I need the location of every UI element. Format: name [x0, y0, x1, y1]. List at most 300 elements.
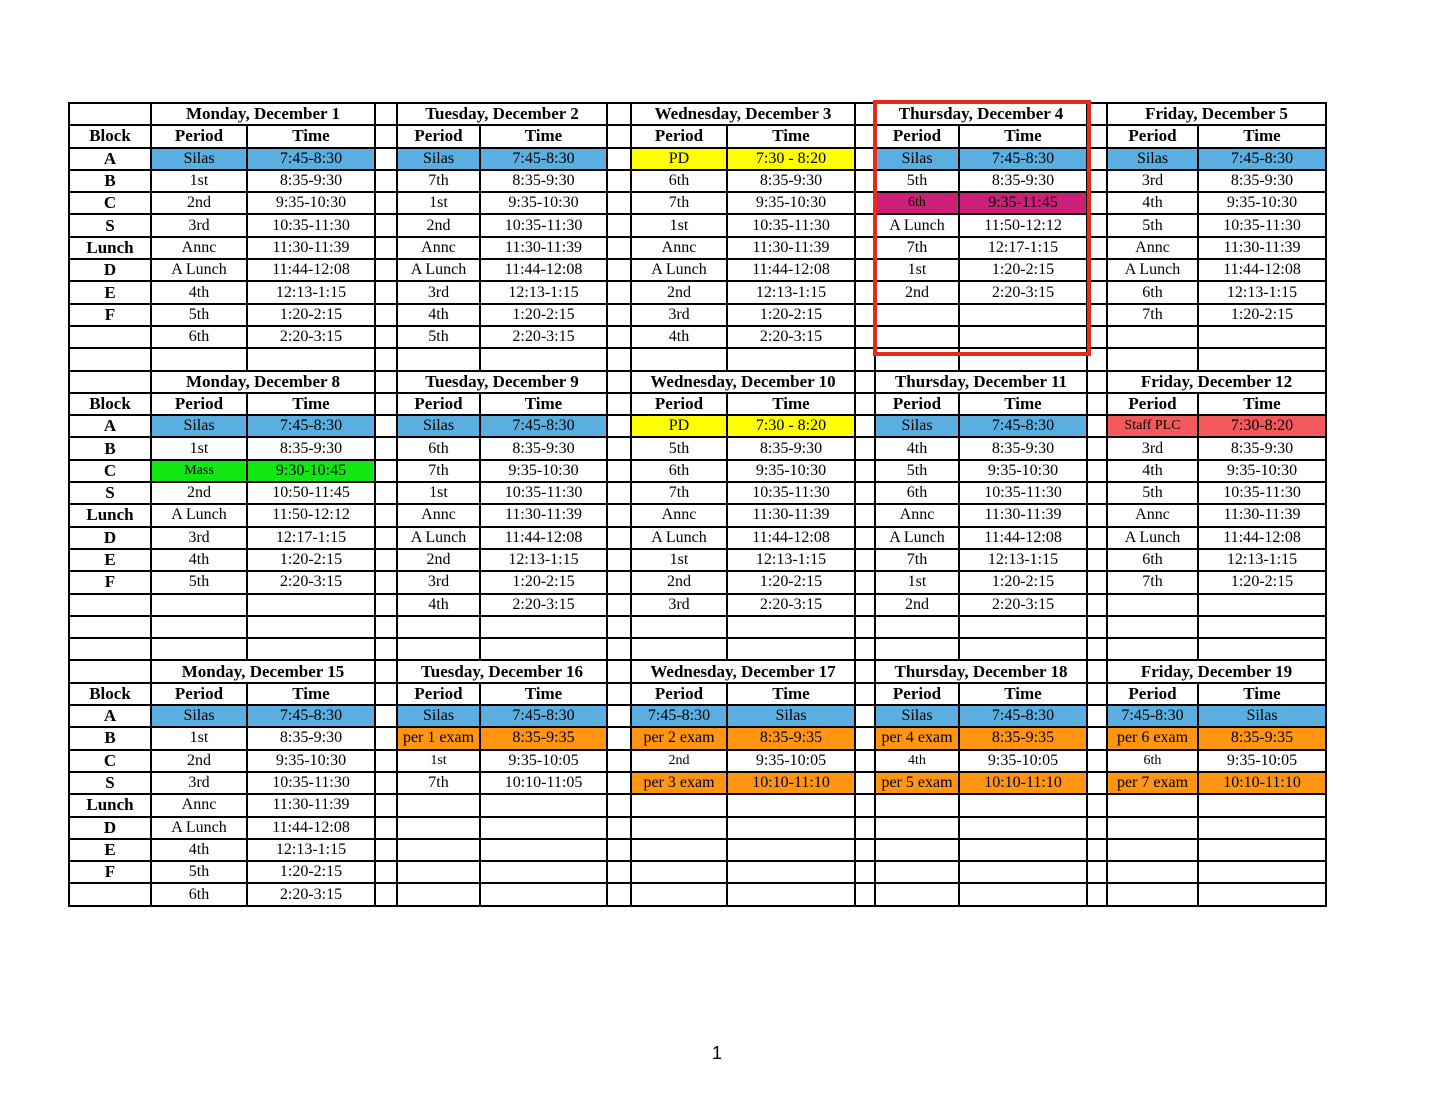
period-cell: per 4 exam — [875, 727, 959, 749]
spacer-cell — [855, 817, 875, 839]
time-cell: 8:35-9:30 — [727, 437, 855, 459]
block-label: F — [69, 571, 151, 593]
period-cell: 2nd — [397, 549, 480, 571]
period-cell: A Lunch — [875, 527, 959, 549]
time-cell: 8:35-9:30 — [1198, 437, 1326, 459]
spacer-cell — [375, 839, 397, 861]
block-label: D — [69, 527, 151, 549]
time-cell — [959, 817, 1087, 839]
time-cell: 7:30 - 8:20 — [727, 148, 855, 170]
time-cell — [247, 638, 375, 660]
time-cell — [247, 348, 375, 370]
period-cell — [631, 616, 727, 638]
spacer-cell — [607, 281, 631, 303]
period-cell: Annc — [151, 237, 247, 259]
time-header: Time — [1198, 683, 1326, 705]
spacer-cell — [607, 125, 631, 147]
period-cell: 1st — [151, 170, 247, 192]
time-cell: 12:13-1:15 — [727, 549, 855, 571]
time-cell: 12:13-1:15 — [480, 549, 607, 571]
time-header: Time — [727, 393, 855, 415]
time-cell: 8:35-9:35 — [1198, 727, 1326, 749]
time-header: Time — [247, 683, 375, 705]
period-cell — [397, 794, 480, 816]
empty-cell — [69, 371, 151, 393]
spacer-cell — [855, 705, 875, 727]
period-header: Period — [397, 393, 480, 415]
period-cell: Silas — [397, 415, 480, 437]
period-cell: Silas — [875, 705, 959, 727]
time-cell: 11:44-12:08 — [727, 259, 855, 281]
spacer-cell — [607, 839, 631, 861]
spacer-cell — [855, 214, 875, 236]
column-header-row — [69, 683, 1326, 705]
period-cell: 1st — [875, 259, 959, 281]
schedule-row — [69, 883, 1326, 905]
time-cell: 2:20-3:15 — [959, 594, 1087, 616]
block-label — [69, 594, 151, 616]
schedule-row — [69, 817, 1326, 839]
time-cell: 11:30-11:39 — [1198, 504, 1326, 526]
time-cell: 9:35-10:30 — [247, 192, 375, 214]
spacer-cell — [1087, 504, 1107, 526]
spacer-cell — [855, 304, 875, 326]
spacer-cell — [607, 616, 631, 638]
empty-cell — [69, 660, 151, 682]
period-cell: per 5 exam — [875, 772, 959, 794]
time-cell — [1198, 348, 1326, 370]
spacer-cell — [375, 437, 397, 459]
spacer-cell — [375, 214, 397, 236]
period-cell: 2nd — [397, 214, 480, 236]
schedule-row — [69, 638, 1326, 660]
spacer-cell — [855, 504, 875, 526]
spacer-cell — [607, 794, 631, 816]
spacer-cell — [855, 326, 875, 348]
spacer-cell — [375, 393, 397, 415]
period-cell — [1107, 817, 1198, 839]
day-title: Tuesday, December 2 — [397, 103, 607, 125]
time-cell: 2:20-3:15 — [959, 281, 1087, 303]
block-label — [69, 616, 151, 638]
period-cell: 5th — [631, 437, 727, 459]
schedule-row — [69, 281, 1326, 303]
period-cell: Silas — [151, 705, 247, 727]
spacer-cell — [375, 348, 397, 370]
spacer-cell — [375, 861, 397, 883]
time-cell: 11:30-11:39 — [1198, 237, 1326, 259]
time-cell — [1198, 883, 1326, 905]
page-number: 1 — [711, 1043, 722, 1063]
block-label: Lunch — [69, 794, 151, 816]
schedule-row — [69, 415, 1326, 437]
time-cell: 12:13-1:15 — [959, 549, 1087, 571]
time-cell: 7:45-8:30 — [480, 415, 607, 437]
period-header: Period — [151, 683, 247, 705]
period-cell: 3rd — [151, 214, 247, 236]
period-cell — [631, 348, 727, 370]
time-cell: 10:10-11:10 — [959, 772, 1087, 794]
period-cell: Silas — [151, 415, 247, 437]
spacer-cell — [1087, 170, 1107, 192]
time-cell: 7:45-8:30 — [959, 415, 1087, 437]
period-cell: A Lunch — [1107, 259, 1198, 281]
schedule-row — [69, 304, 1326, 326]
period-cell: Annc — [1107, 237, 1198, 259]
block-label — [69, 326, 151, 348]
time-cell: 1:20-2:15 — [959, 571, 1087, 593]
spacer-cell — [1087, 148, 1107, 170]
spacer-cell — [855, 727, 875, 749]
time-cell: 7:45-8:30 — [959, 705, 1087, 727]
time-cell — [727, 638, 855, 660]
spacer-cell — [1087, 750, 1107, 772]
time-cell: 7:45-8:30 — [247, 705, 375, 727]
period-cell — [1107, 616, 1198, 638]
spacer-cell — [1087, 348, 1107, 370]
time-cell: 11:44-12:08 — [480, 527, 607, 549]
spacer-cell — [1087, 794, 1107, 816]
period-cell: 7th — [631, 192, 727, 214]
schedule-row — [69, 616, 1326, 638]
period-header: Period — [151, 393, 247, 415]
time-cell: 10:10-11:05 — [480, 772, 607, 794]
period-header: Period — [631, 683, 727, 705]
period-header: Period — [151, 125, 247, 147]
time-cell: 9:35-10:05 — [480, 750, 607, 772]
time-cell: 11:50-12:12 — [247, 504, 375, 526]
time-cell: 10:10-11:10 — [1198, 772, 1326, 794]
time-cell: 8:35-9:30 — [1198, 170, 1326, 192]
block-header: Block — [69, 683, 151, 705]
period-cell: per 1 exam — [397, 727, 480, 749]
spacer-cell — [855, 415, 875, 437]
spacer-cell — [607, 861, 631, 883]
schedule-row — [69, 772, 1326, 794]
day-title: Friday, December 19 — [1107, 660, 1326, 682]
period-cell — [875, 817, 959, 839]
period-cell: Silas — [1107, 148, 1198, 170]
day-title: Monday, December 8 — [151, 371, 375, 393]
spacer-cell — [1087, 705, 1107, 727]
column-header-row — [69, 393, 1326, 415]
time-cell: 7:30-8:20 — [1198, 415, 1326, 437]
period-header: Period — [1107, 393, 1198, 415]
period-cell: per 2 exam — [631, 727, 727, 749]
day-title: Wednesday, December 3 — [631, 103, 855, 125]
period-cell: 6th — [875, 192, 959, 214]
period-cell: Annc — [631, 237, 727, 259]
time-cell: 11:44-12:08 — [480, 259, 607, 281]
spacer-cell — [607, 214, 631, 236]
time-cell — [727, 883, 855, 905]
time-cell — [480, 794, 607, 816]
period-header: Period — [875, 393, 959, 415]
spacer-cell — [375, 415, 397, 437]
spacer-cell — [1087, 192, 1107, 214]
time-cell — [247, 616, 375, 638]
spacer-cell — [855, 839, 875, 861]
time-cell — [480, 638, 607, 660]
spacer-cell — [607, 504, 631, 526]
period-cell: 4th — [397, 304, 480, 326]
spacer-cell — [1087, 817, 1107, 839]
block-label: C — [69, 750, 151, 772]
schedule-row — [69, 839, 1326, 861]
period-cell — [875, 348, 959, 370]
block-label: B — [69, 437, 151, 459]
time-cell — [480, 616, 607, 638]
schedule-row — [69, 594, 1326, 616]
spacer-cell — [607, 192, 631, 214]
period-cell — [151, 616, 247, 638]
schedule-row — [69, 794, 1326, 816]
day-title: Wednesday, December 10 — [631, 371, 855, 393]
spacer-cell — [607, 437, 631, 459]
period-cell: A Lunch — [397, 259, 480, 281]
spacer-cell — [607, 148, 631, 170]
spacer-cell — [607, 348, 631, 370]
day-title: Friday, December 5 — [1107, 103, 1326, 125]
period-cell — [151, 638, 247, 660]
period-cell: A Lunch — [875, 214, 959, 236]
schedule-row — [69, 750, 1326, 772]
spacer-cell — [1087, 549, 1107, 571]
spacer-cell — [375, 259, 397, 281]
spacer-cell — [607, 683, 631, 705]
spacer-cell — [607, 772, 631, 794]
time-header: Time — [959, 683, 1087, 705]
period-cell — [631, 861, 727, 883]
time-cell: 8:35-9:30 — [727, 170, 855, 192]
period-cell: Annc — [397, 504, 480, 526]
period-cell: 7th — [1107, 304, 1198, 326]
time-cell: 8:35-9:35 — [959, 727, 1087, 749]
spacer-cell — [855, 594, 875, 616]
period-header: Period — [1107, 125, 1198, 147]
period-cell — [631, 817, 727, 839]
period-cell: 7th — [397, 460, 480, 482]
time-cell: 1:20-2:15 — [480, 304, 607, 326]
schedule-row — [69, 326, 1326, 348]
period-cell: 7th — [875, 549, 959, 571]
block-label — [69, 348, 151, 370]
day-title: Thursday, December 18 — [875, 660, 1087, 682]
time-header: Time — [480, 683, 607, 705]
period-cell: 3rd — [151, 772, 247, 794]
period-cell — [397, 883, 480, 905]
period-cell — [631, 883, 727, 905]
period-cell — [631, 638, 727, 660]
time-cell: 11:44-12:08 — [247, 259, 375, 281]
period-cell: 3rd — [631, 304, 727, 326]
time-cell — [480, 839, 607, 861]
spacer-cell — [607, 170, 631, 192]
spacer-cell — [855, 393, 875, 415]
day-title: Thursday, December 4 — [875, 103, 1087, 125]
week-title-row — [69, 660, 1326, 682]
time-cell: 9:35-10:05 — [959, 750, 1087, 772]
time-cell — [480, 861, 607, 883]
spacer-cell — [855, 794, 875, 816]
period-cell: 6th — [1107, 281, 1198, 303]
time-cell — [959, 326, 1087, 348]
block-label: Lunch — [69, 237, 151, 259]
block-label: Lunch — [69, 504, 151, 526]
period-cell: Annc — [151, 794, 247, 816]
block-label: E — [69, 281, 151, 303]
period-header: Period — [875, 683, 959, 705]
time-cell: 12:13-1:15 — [727, 281, 855, 303]
spacer-cell — [855, 883, 875, 905]
period-cell: Silas — [875, 148, 959, 170]
period-cell: 4th — [151, 839, 247, 861]
time-cell: 10:35-11:30 — [1198, 482, 1326, 504]
time-cell: 11:30-11:39 — [959, 504, 1087, 526]
spacer-cell — [607, 371, 631, 393]
spacer-cell — [607, 594, 631, 616]
period-cell: Silas — [397, 705, 480, 727]
time-cell: 9:35-11:45 — [959, 192, 1087, 214]
time-cell: 10:50-11:45 — [247, 482, 375, 504]
time-cell: 1:20-2:15 — [727, 571, 855, 593]
block-label: C — [69, 192, 151, 214]
time-cell — [1198, 638, 1326, 660]
spacer-cell — [607, 259, 631, 281]
schedule-row — [69, 705, 1326, 727]
period-cell: 5th — [151, 861, 247, 883]
spacer-cell — [855, 170, 875, 192]
spacer-cell — [855, 616, 875, 638]
time-cell — [1198, 839, 1326, 861]
block-label: F — [69, 304, 151, 326]
spacer-cell — [375, 237, 397, 259]
day-title: Tuesday, December 16 — [397, 660, 607, 682]
spacer-cell — [607, 482, 631, 504]
time-cell — [959, 304, 1087, 326]
period-cell — [1107, 839, 1198, 861]
period-cell: 7:45-8:30 — [1107, 705, 1198, 727]
spacer-cell — [855, 281, 875, 303]
period-cell: 2nd — [631, 750, 727, 772]
time-cell — [959, 794, 1087, 816]
time-cell: 1:20-2:15 — [247, 549, 375, 571]
period-cell — [875, 304, 959, 326]
time-cell: 11:44-12:08 — [959, 527, 1087, 549]
spacer-cell — [375, 549, 397, 571]
period-cell: 6th — [1107, 750, 1198, 772]
time-cell: 12:13-1:15 — [1198, 281, 1326, 303]
time-cell — [959, 616, 1087, 638]
period-cell: 5th — [875, 460, 959, 482]
period-cell: 4th — [397, 594, 480, 616]
time-cell: 11:44-12:08 — [1198, 527, 1326, 549]
spacer-cell — [607, 549, 631, 571]
period-cell: 5th — [151, 304, 247, 326]
spacer-cell — [1087, 594, 1107, 616]
period-cell: 6th — [631, 170, 727, 192]
spacer-cell — [607, 750, 631, 772]
period-cell: 4th — [1107, 460, 1198, 482]
time-cell: 12:13-1:15 — [247, 281, 375, 303]
period-cell: per 6 exam — [1107, 727, 1198, 749]
schedule-row — [69, 571, 1326, 593]
week-title-row — [69, 371, 1326, 393]
spacer-cell — [607, 326, 631, 348]
spacer-cell — [375, 170, 397, 192]
period-cell: PD — [631, 148, 727, 170]
schedule-row — [69, 861, 1326, 883]
spacer-cell — [1087, 371, 1107, 393]
time-cell: 10:35-11:30 — [727, 482, 855, 504]
block-label: S — [69, 772, 151, 794]
period-cell: 6th — [397, 437, 480, 459]
block-label: E — [69, 549, 151, 571]
time-cell: 7:45-8:30 — [247, 415, 375, 437]
spacer-cell — [1087, 638, 1107, 660]
period-cell: 5th — [397, 326, 480, 348]
spacer-cell — [375, 371, 397, 393]
period-cell: 4th — [151, 549, 247, 571]
period-cell: 7th — [875, 237, 959, 259]
time-cell — [1198, 326, 1326, 348]
spacer-cell — [375, 638, 397, 660]
schedule-row — [69, 549, 1326, 571]
spacer-cell — [1087, 772, 1107, 794]
period-cell: Silas — [397, 148, 480, 170]
period-cell — [397, 839, 480, 861]
schedule-row — [69, 148, 1326, 170]
period-cell: 4th — [151, 281, 247, 303]
schedule-grid — [68, 102, 1327, 907]
spacer-cell — [607, 237, 631, 259]
spacer-cell — [607, 571, 631, 593]
period-cell — [875, 616, 959, 638]
spacer-cell — [855, 571, 875, 593]
spacer-cell — [1087, 883, 1107, 905]
time-cell: 9:35-10:30 — [959, 460, 1087, 482]
block-label: F — [69, 861, 151, 883]
period-cell: 6th — [875, 482, 959, 504]
spacer-cell — [855, 750, 875, 772]
period-cell: 1st — [151, 437, 247, 459]
period-cell — [397, 861, 480, 883]
spacer-cell — [375, 660, 397, 682]
spacer-cell — [375, 705, 397, 727]
time-cell: 2:20-3:15 — [727, 594, 855, 616]
period-header: Period — [397, 125, 480, 147]
period-cell: 1st — [875, 571, 959, 593]
time-cell: 10:35-11:30 — [480, 214, 607, 236]
spacer-cell — [375, 616, 397, 638]
time-cell: 10:35-11:30 — [959, 482, 1087, 504]
block-label: A — [69, 148, 151, 170]
period-cell: 6th — [1107, 549, 1198, 571]
period-header: Period — [631, 125, 727, 147]
spacer-cell — [607, 660, 631, 682]
time-cell: 10:35-11:30 — [1198, 214, 1326, 236]
time-cell — [959, 861, 1087, 883]
time-cell: 10:35-11:30 — [727, 214, 855, 236]
spacer-cell — [375, 683, 397, 705]
spacer-cell — [1087, 281, 1107, 303]
spacer-cell — [1087, 304, 1107, 326]
time-cell: 9:35-10:30 — [247, 750, 375, 772]
spacer-cell — [1087, 482, 1107, 504]
period-cell: 5th — [151, 571, 247, 593]
period-cell: Staff PLC — [1107, 415, 1198, 437]
block-label: C — [69, 460, 151, 482]
